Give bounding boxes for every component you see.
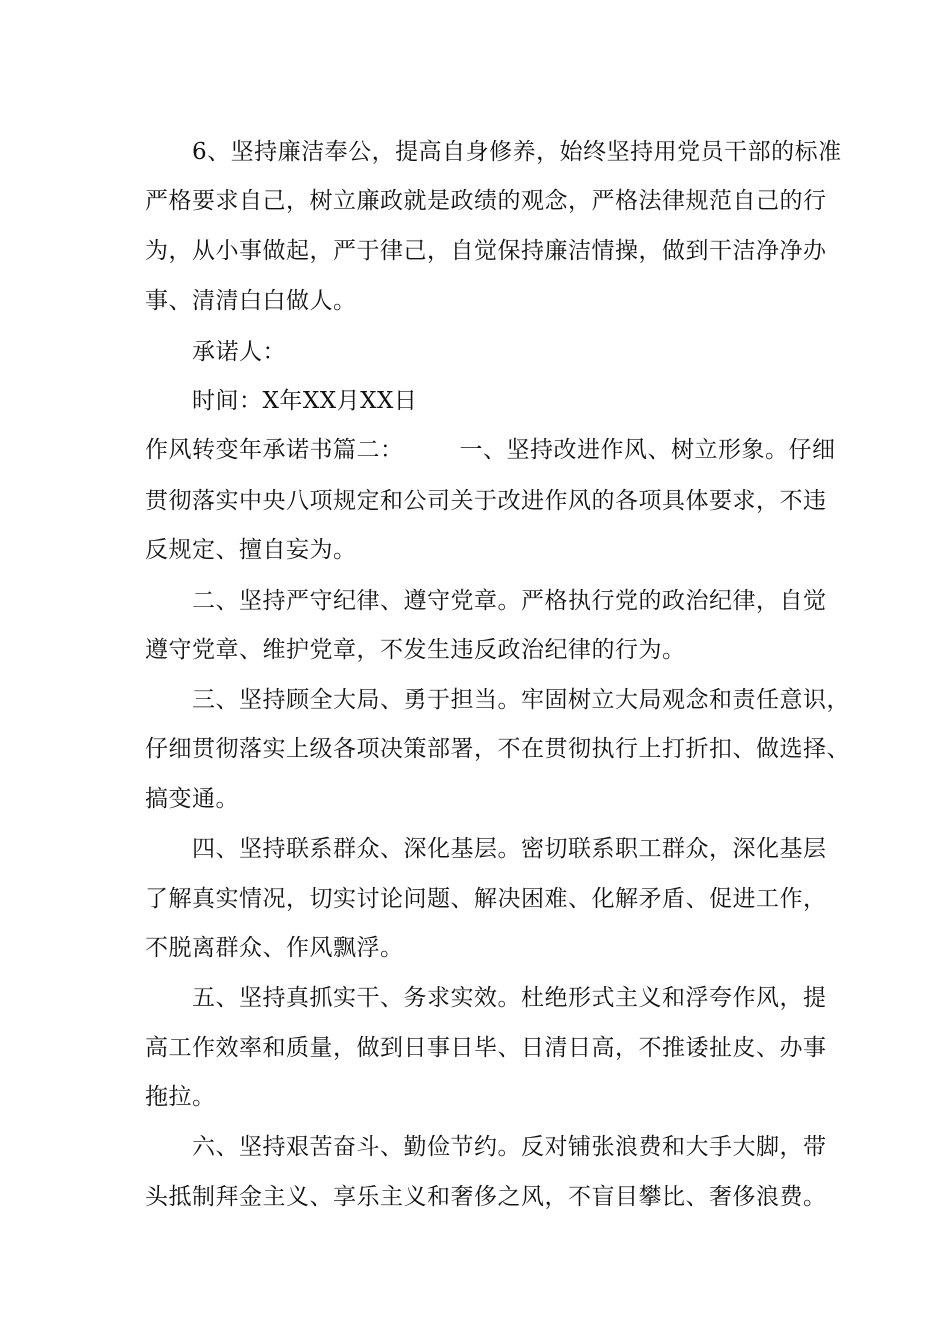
text-line: 高工作效率和质量，做到日事日毕、日清日高，不推诿扯皮、办事 <box>145 1035 827 1061</box>
text-line: 拖拉。 <box>145 1084 216 1110</box>
section-heading: 作风转变年承诺书篇二： <box>145 437 404 463</box>
text-line: 反规定、擅自妄为。 <box>145 537 357 563</box>
text-line: 搞变通。 <box>145 786 239 812</box>
text-line: 六、坚持艰苦奋斗、勤俭节约。反对铺张浪费和大手大脚，带 <box>145 1134 827 1160</box>
text-line: 三、坚持顾全大局、勇于担当。牢固树立大局观念和责任意识， <box>145 687 850 713</box>
section-first-item: 一、坚持改进作风、树立形象。仔细 <box>459 437 836 463</box>
text-line: 6、坚持廉洁奉公，提高自身修养，始终坚持用党员干部的标准 <box>145 139 842 165</box>
section-heading-line <box>145 435 836 465</box>
date-line: 时间：X年XX月XX日 <box>145 388 418 414</box>
text-line: 了解真实情况，切实讨论问题、解决困难、化解矛盾、促进工作， <box>145 886 827 912</box>
text-line: 头抵制拜金主义、享乐主义和奢侈之风，不盲目攀比、奢侈浪费。 <box>145 1184 827 1210</box>
text-line: 严格要求自己，树立廉政就是政绩的观念，严格法律规范自己的行 <box>145 188 827 214</box>
text-line: 不脱离群众、作风飘浮。 <box>145 935 404 961</box>
text-line: 遵守党章、维护党章，不发生违反政治纪律的行为。 <box>145 637 686 663</box>
text-line: 事、清清白白做人。 <box>145 288 357 314</box>
text-line: 为，从小事做起，严于律己，自觉保持廉洁情操，做到干洁净净办 <box>145 238 827 264</box>
text-line: 二、坚持严守纪律、遵守党章。严格执行党的政治纪律，自觉 <box>145 588 827 614</box>
signer-label: 承诺人： <box>145 339 286 365</box>
text-line: 四、坚持联系群众、深化基层。密切联系职工群众，深化基层 <box>145 836 827 862</box>
text-line: 贯彻落实中央八项规定和公司关于改进作风的各项具体要求，不违 <box>145 488 827 514</box>
text-line: 五、坚持真抓实干、务求实效。杜绝形式主义和浮夸作风，提 <box>145 985 827 1011</box>
text-line: 仔细贯彻落实上级各项决策部署，不在贯彻执行上打折扣、做选择、 <box>145 736 850 762</box>
